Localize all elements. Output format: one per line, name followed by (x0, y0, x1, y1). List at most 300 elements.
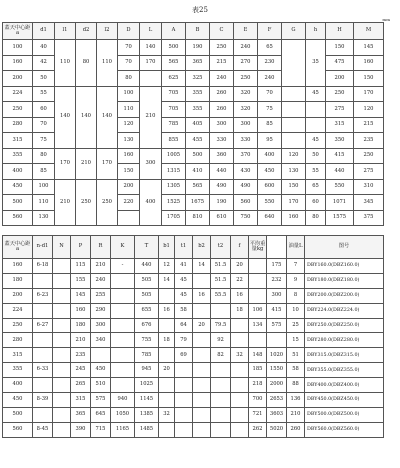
cell-w: 2653 (267, 393, 287, 408)
cell-R: 290 (91, 303, 111, 318)
cell-t1: 69 (175, 348, 193, 363)
cell-merged: 210 (140, 86, 162, 148)
col-header-l2: l2 (97, 23, 118, 40)
cell-oil: 8 (287, 288, 305, 303)
cell-R (91, 348, 111, 363)
cell: 300 (234, 117, 258, 133)
cell-t1 (175, 363, 193, 378)
cell-K (111, 288, 135, 303)
cell-b2 (193, 348, 211, 363)
cell-dd1: 6-27 (33, 318, 53, 333)
cell-t2 (211, 422, 231, 437)
cell: 160 (354, 55, 384, 71)
cell-merged: 170 (97, 148, 118, 179)
cell-b2 (193, 363, 211, 378)
cell-dd1 (33, 407, 53, 422)
cell-R: 450 (91, 363, 111, 378)
cell-b2 (193, 393, 211, 408)
cell-model: DBY500.0(DBZ500.0) (305, 407, 384, 422)
cell-w2: 262 (249, 422, 267, 437)
cell: 130 (33, 210, 55, 226)
cell: 220 (118, 195, 140, 211)
table-header-row (3, 23, 384, 40)
cell: 250 (354, 148, 384, 164)
cell: 70 (118, 55, 140, 71)
cell-model: DBY400.0(DBZ400.0) (305, 378, 384, 393)
cell-b2 (193, 378, 211, 393)
cell-t2: 51.5 (211, 273, 231, 288)
cell: 330 (210, 133, 234, 149)
cell-t2 (211, 393, 231, 408)
cell-P: 155 (71, 273, 91, 288)
col-header-A: A (162, 23, 186, 40)
cell-K: 1165 (111, 422, 135, 437)
cell (282, 86, 306, 102)
cell: 280 (3, 117, 33, 133)
cell: 705 (162, 86, 186, 102)
cell-N (53, 348, 71, 363)
cell: 215 (210, 55, 234, 71)
cell-t2: 51.5 (211, 259, 231, 274)
cell: 490 (210, 179, 234, 195)
cell-w2: 148 (249, 348, 267, 363)
cell: 100 (3, 40, 33, 56)
cell-merged: 210 (76, 148, 97, 179)
cell: 375 (354, 210, 384, 226)
cell: 550 (326, 179, 354, 195)
cell-dd1: 8-45 (33, 422, 53, 437)
cell (306, 117, 326, 133)
cell-K (111, 378, 135, 393)
cell-f: 18 (231, 303, 249, 318)
cell-t2 (211, 303, 231, 318)
cell-b2 (193, 303, 211, 318)
cell-model: DBY315.0(DBZ315.0) (305, 348, 384, 363)
cell: 110 (33, 195, 55, 211)
cell-b1: 32 (159, 407, 175, 422)
cell-a: 315 (3, 348, 33, 363)
col-header-C: C (210, 23, 234, 40)
col-header-a: 蓋天中心距a (3, 236, 33, 259)
cell-N (53, 422, 71, 437)
col-header-b1: b1 (159, 236, 175, 259)
cell: 440 (210, 164, 234, 180)
table-row (3, 273, 384, 288)
cell-a: 280 (3, 333, 33, 348)
cell-P: 315 (71, 393, 91, 408)
cell-merged: 250 (97, 179, 118, 226)
cell-N (53, 407, 71, 422)
cell: 565 (186, 179, 210, 195)
cell: 355 (186, 86, 210, 102)
cell-K: 1050 (111, 407, 135, 422)
cell: 275 (326, 102, 354, 118)
cell-T: 505 (135, 288, 159, 303)
cell-T: 755 (135, 333, 159, 348)
cell: 70 (33, 117, 55, 133)
cell-t2 (211, 407, 231, 422)
col-header-drawing-no: 图号 (305, 236, 384, 259)
cell: 130 (118, 133, 140, 149)
cell-oil: 260 (287, 422, 305, 437)
cell-R: 240 (91, 273, 111, 288)
col-header-blank (267, 236, 287, 259)
cell-w (267, 333, 287, 348)
unit-label: mm (382, 17, 390, 22)
cell: 345 (354, 195, 384, 211)
col-header-B: B (186, 23, 210, 40)
cell-a: 200 (3, 288, 33, 303)
cell-K (111, 333, 135, 348)
cell: 410 (186, 164, 210, 180)
cell-N (53, 288, 71, 303)
cell-a: 500 (3, 407, 33, 422)
cell: 350 (326, 133, 354, 149)
col-header-L: L (140, 23, 162, 40)
cell-P: 390 (71, 422, 91, 437)
dimension-table-lower (2, 235, 384, 438)
cell: 300 (210, 117, 234, 133)
cell: 475 (326, 55, 354, 71)
cell-a: 355 (3, 363, 33, 378)
col-header-b2: b2 (193, 236, 211, 259)
cell: 200 (326, 71, 354, 87)
cell-t1 (175, 378, 193, 393)
cell-N (53, 318, 71, 333)
cell: 500 (3, 195, 33, 211)
cell: 65 (258, 40, 282, 56)
dimension-table-upper (2, 22, 384, 226)
cell-w: 575 (267, 318, 287, 333)
cell-b1 (159, 393, 175, 408)
cell (306, 102, 326, 118)
table-row (3, 393, 384, 408)
table-row (3, 378, 384, 393)
cell: 405 (186, 117, 210, 133)
cell-t1: 45 (175, 288, 193, 303)
cell: 75 (258, 102, 282, 118)
table-row (3, 333, 384, 348)
cell-w2 (249, 259, 267, 274)
cell-merged: 250 (76, 179, 97, 226)
cell-T: 1385 (135, 407, 159, 422)
cell-N (53, 363, 71, 378)
cell: 270 (234, 55, 258, 71)
cell: 60 (33, 102, 55, 118)
cell: 260 (210, 86, 234, 102)
cell-dd1 (33, 348, 53, 363)
cell-merged: 140 (55, 86, 76, 148)
cell: 240 (234, 40, 258, 56)
cell: 200 (3, 71, 33, 87)
cell: 415 (326, 148, 354, 164)
col-header-F: F (258, 23, 282, 40)
cell: 150 (282, 179, 306, 195)
cell-w2 (249, 333, 267, 348)
cell: 190 (210, 195, 234, 211)
cell-model: DBY200.0(DBZ200.0) (305, 288, 384, 303)
cell-model: DBY224.0(DBZ224.0) (305, 303, 384, 318)
cell: 1071 (326, 195, 354, 211)
cell-w: 1550 (267, 363, 287, 378)
cell-P: 160 (71, 303, 91, 318)
table-row (3, 422, 384, 437)
cell-t1: 58 (175, 303, 193, 318)
cell: 190 (186, 40, 210, 56)
cell-w2: 106 (249, 303, 267, 318)
table-row (3, 288, 384, 303)
cell-w: 3603 (267, 407, 287, 422)
cell-b2 (193, 333, 211, 348)
cell: 170 (140, 55, 162, 71)
cell-N (53, 259, 71, 274)
cell: 200 (118, 179, 140, 195)
cell: 455 (186, 133, 210, 149)
col-header-G: G (282, 23, 306, 40)
cell-a: 400 (3, 378, 33, 393)
cell-w: 175 (267, 259, 287, 274)
page-title: 表25 (192, 6, 208, 14)
cell-merged: 80 (76, 40, 97, 87)
cell-R: 300 (91, 318, 111, 333)
cell-a: 160 (3, 259, 33, 274)
cell-oil: 9 (287, 273, 305, 288)
cell-w2: 185 (249, 363, 267, 378)
cell-w2: 218 (249, 378, 267, 393)
cell: 240 (210, 71, 234, 87)
cell-dd1: 6-33 (33, 363, 53, 378)
cell-R: 255 (91, 288, 111, 303)
cell-P: 180 (71, 318, 91, 333)
cell-R: 210 (91, 259, 111, 274)
cell-t2: 92 (211, 333, 231, 348)
cell-w2: 134 (249, 318, 267, 333)
cell-w2: 700 (249, 393, 267, 408)
cell: 1305 (162, 179, 186, 195)
cell-b2: 14 (193, 259, 211, 274)
cell-a: 560 (3, 422, 33, 437)
cell: 250 (234, 71, 258, 87)
cell-P: 210 (71, 333, 91, 348)
cell: 500 (186, 148, 210, 164)
cell-t1: 41 (175, 259, 193, 274)
cell: 85 (258, 117, 282, 133)
col-header-t1: t1 (175, 236, 193, 259)
cell-b2: 20 (193, 318, 211, 333)
cell: 224 (3, 86, 33, 102)
cell-w: 232 (267, 273, 287, 288)
col-header-T: T (135, 236, 159, 259)
cell-R: 645 (91, 407, 111, 422)
cell: 100 (118, 86, 140, 102)
cell: 810 (186, 210, 210, 226)
cell: 235 (354, 133, 384, 149)
cell-t1 (175, 422, 193, 437)
cell-merged: 170 (55, 148, 76, 179)
cell: 80 (306, 210, 326, 226)
cell-model: DBY355.0(DBZ355.0) (305, 363, 384, 378)
cell-dd1 (33, 303, 53, 318)
cell: 325 (186, 71, 210, 87)
cell-model: DBY450.0(DBZ450.0) (305, 393, 384, 408)
cell-t2: 55.5 (211, 288, 231, 303)
cell: 490 (234, 179, 258, 195)
cell-b1: 16 (159, 303, 175, 318)
cell (282, 133, 306, 149)
col-header-f: f (231, 236, 249, 259)
cell: 45 (306, 86, 326, 102)
col-header-nd1: n-d1 (33, 236, 53, 259)
cell: 1705 (162, 210, 186, 226)
cell-f (231, 407, 249, 422)
cell-T: 1145 (135, 393, 159, 408)
cell-w: 300 (267, 288, 287, 303)
cell-merged: 110 (55, 40, 76, 87)
cell-N (53, 273, 71, 288)
cell: 320 (234, 102, 258, 118)
cell-T: 785 (135, 348, 159, 363)
cell-model: DBY180.0(DBZ180.0) (305, 273, 384, 288)
cell: 95 (258, 133, 282, 149)
col-header-H: H (326, 23, 354, 40)
cell: 610 (210, 210, 234, 226)
cell: 42 (33, 55, 55, 71)
cell: 70 (118, 40, 140, 56)
cell-f (231, 422, 249, 437)
cell-w: 5020 (267, 422, 287, 437)
col-header-avg-weight: 平均重量kg (249, 236, 267, 259)
cell: 1005 (162, 148, 186, 164)
cell: 145 (354, 40, 384, 56)
col-header-N: N (53, 236, 71, 259)
cell-T: 655 (135, 303, 159, 318)
cell-merged (282, 40, 306, 87)
cell: 560 (3, 210, 33, 226)
cell: 170 (282, 195, 306, 211)
cell-oil: 88 (287, 378, 305, 393)
cell-a: 250 (3, 318, 33, 333)
cell-dd1 (33, 273, 53, 288)
cell-T: 1025 (135, 378, 159, 393)
cell: 75 (33, 133, 55, 149)
cell-K (111, 303, 135, 318)
cell: 315 (326, 117, 354, 133)
cell: 70 (258, 86, 282, 102)
cell: 440 (326, 164, 354, 180)
cell-t2 (211, 363, 231, 378)
cell: 625 (162, 71, 186, 87)
cell: 600 (258, 179, 282, 195)
table-row (3, 303, 384, 318)
cell-P: 235 (71, 348, 91, 363)
cell: 450 (3, 179, 33, 195)
cell-K (111, 348, 135, 363)
cell: 250 (210, 40, 234, 56)
cell: 250 (326, 86, 354, 102)
cell-R: 715 (91, 422, 111, 437)
cell-oil: 15 (287, 333, 305, 348)
cell: 1525 (162, 195, 186, 211)
cell-oil: 51 (287, 348, 305, 363)
cell: 120 (282, 148, 306, 164)
cell: 705 (162, 102, 186, 118)
cell-merged: 35 (306, 40, 326, 87)
cell: 120 (118, 117, 140, 133)
cell-oil: 58 (287, 363, 305, 378)
cell: 110 (118, 102, 140, 118)
table-row (3, 318, 384, 333)
cell (282, 102, 306, 118)
cell-b1: 12 (159, 259, 175, 274)
cell-f (231, 318, 249, 333)
cell-b1 (159, 378, 175, 393)
col-header-t2: t2 (211, 236, 231, 259)
cell-model: DBY560.0(DBZ560.0) (305, 422, 384, 437)
cell: 400 (3, 164, 33, 180)
cell-dd1: 8-39 (33, 393, 53, 408)
cell-w2 (249, 273, 267, 288)
cell: 160 (118, 148, 140, 164)
cell: 215 (354, 117, 384, 133)
cell-model: DBY280.0(DBZ280.0) (305, 333, 384, 348)
cell-b1: 18 (159, 333, 175, 348)
col-header-d1: d1 (33, 23, 55, 40)
cell: 130 (282, 164, 306, 180)
cell: 160 (3, 55, 33, 71)
cell: 565 (162, 55, 186, 71)
cell: 355 (186, 102, 210, 118)
cell: 140 (140, 40, 162, 56)
cell-f: 20 (231, 259, 249, 274)
cell-T: 1485 (135, 422, 159, 437)
col-header-a: 蓋天中心距a (3, 23, 33, 40)
cell: 320 (234, 86, 258, 102)
cell: 330 (234, 133, 258, 149)
cell-t1: 79 (175, 333, 193, 348)
cell: 260 (210, 102, 234, 118)
cell: 500 (162, 40, 186, 56)
cell-b1 (159, 288, 175, 303)
cell-a: 180 (3, 273, 33, 288)
cell: 750 (234, 210, 258, 226)
cell: 1675 (186, 195, 210, 211)
cell-f: 32 (231, 348, 249, 363)
cell: 100 (33, 179, 55, 195)
cell-b1: 14 (159, 273, 175, 288)
cell-f (231, 363, 249, 378)
col-header-h: h (306, 23, 326, 40)
table-header-row (3, 236, 384, 259)
cell: 1575 (326, 210, 354, 226)
col-header-D: D (118, 23, 140, 40)
table-row (3, 259, 384, 274)
cell: 80 (33, 148, 55, 164)
cell-T: 945 (135, 363, 159, 378)
col-header-l1: l1 (55, 23, 76, 40)
cell: 315 (3, 133, 33, 149)
cell-merged: 300 (140, 148, 162, 179)
col-header-E: E (234, 23, 258, 40)
cell-dd1: 6-23 (33, 288, 53, 303)
table-row (3, 363, 384, 378)
cell-P: 245 (71, 363, 91, 378)
cell-b1 (159, 348, 175, 363)
cell: 160 (282, 210, 306, 226)
cell-b2 (193, 422, 211, 437)
cell-dd1 (33, 333, 53, 348)
cell-b2 (193, 273, 211, 288)
cell-oil: 10 (287, 303, 305, 318)
